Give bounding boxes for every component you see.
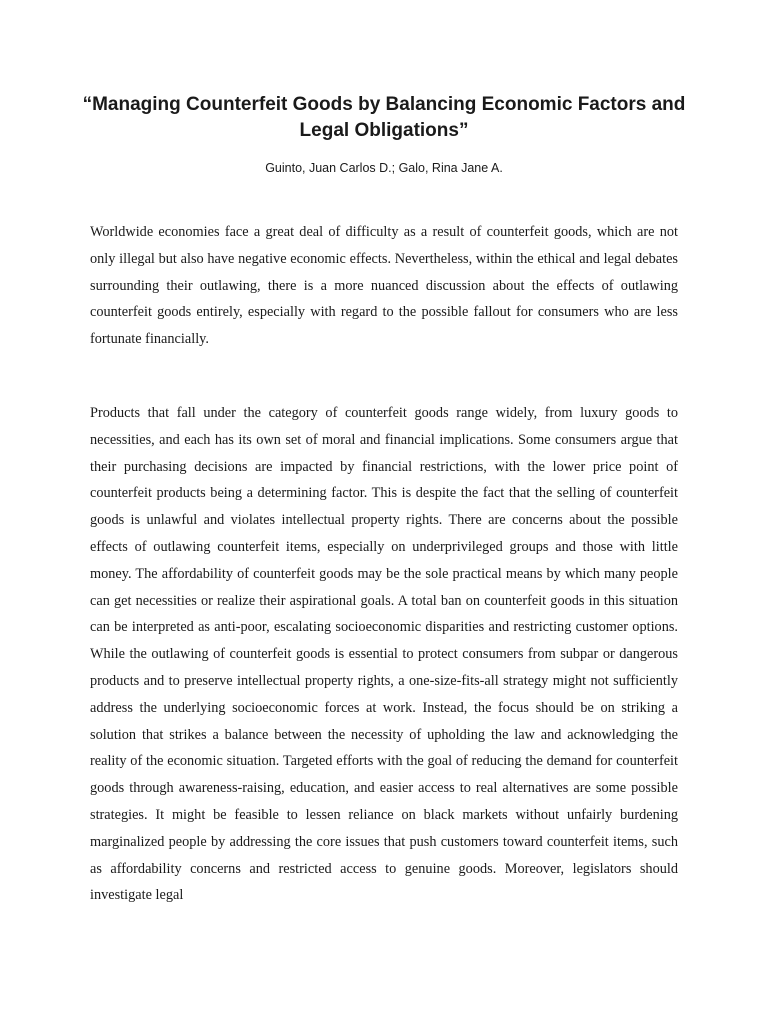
body-paragraph-2: Products that fall under the category of counterfeit goods range widely, from luxury goods to necessities, and each has its own set of moral and financial implications. Some consumers argue that their purchasing decisions are impacted by financial restrictions, with the lower price point of counterfeit products being a determining factor. This is despite the fact that the selling of counterfeit goods is unlawful and violates intellectual property rights. There are concerns about the possible effects of outlawing counterfeit items, especially on underprivileged groups and those with little money. The affordability of counterfeit goods may be the sole practical means by which many people can get necessities or realize their aspirational goals. A total ban on counterfeit goods in this situation can be interpreted as anti-poor, escalating socioeconomic disparities and restricting customer options. While the outlawing of counterfeit goods is essential to protect consumers from subpar or dangerous products and to preserve intellectual property rights, a one-size-fits-all strategy might not sufficiently address the underlying socioeconomic forces at work. Instead, the focus should be on striking a solution that strikes a balance between the necessity of upholding the law and acknowledging the reality of the economic situation. Targeted efforts with the goal of reducing the demand for counterfeit goods through awareness-raising, education, and easier access to real alternatives are some possible strategies. It might be feasible to lessen reliance on black markets without unfairly burdening marginalized people by addressing the core issues that push customers toward counterfeit items, such as affordability concerns and restricted access to genuine goods. Moreover, legislators should investigate legal [90, 405, 678, 904]
document-authors: Guinto, Juan Carlos D.; Galo, Rina Jane A. [265, 161, 503, 175]
body-paragraph-1: Worldwide economies face a great deal of difficulty as a result of counterfeit goods, which are not only illegal but also have negative economic effects. Nevertheless, within the ethical and legal debates surrounding their outlawing, there is a more nuanced discussion about the effects of outlawing counterfeit goods entirely, especially with regard to the possible fallout for consumers who are less fortunate financially. [90, 224, 678, 348]
document-title: “Managing Counterfeit Goods by Balancing Economic Factors and Legal Obligations” [82, 94, 686, 141]
